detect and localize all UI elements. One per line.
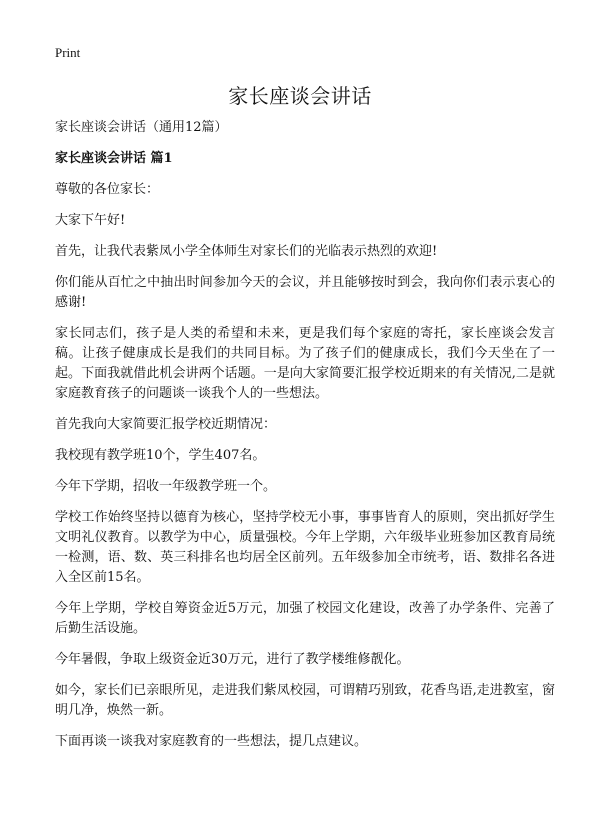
paragraph: 今年下学期，招收一年级教学班一个。	[55, 479, 277, 494]
paragraph: 尊敬的各位家长：	[55, 182, 160, 197]
page-title: 家长座谈会讲话	[228, 84, 372, 108]
document-body	[55, 118, 555, 763]
section-title: 家长座谈会讲话 篇1	[55, 151, 173, 166]
paragraph: 学校工作始终坚持以德育为核心，坚持学校无小事，事事皆育人的原则，突出抓好学生文明礼仪教育。以教学为中心，质量强校。今年上学期，六年级毕业班参加区教育局统一检测，语、数、英三科排名也均居全区前列。五年级参加全市统考，语、数排名各进入全区前15名。	[55, 510, 555, 585]
paragraph: 如今，家长们已亲眼所见，走进我们紫凤校园，可谓精巧别致，花香鸟语,走进教室，窗明几净，焕然一新。	[55, 683, 555, 718]
paragraph: 首先，让我代表紫凤小学全体师生对家长们的光临表示热烈的欢迎!	[55, 244, 438, 259]
print-link[interactable]: Print	[55, 45, 81, 60]
paragraph: 今年上学期，学校自筹资金近5万元，加强了校园文化建设，改善了办学条件、完善了后勤生活设施。	[55, 601, 555, 636]
paragraph: 今年暑假，争取上级资金近30万元，进行了教学楼维修靓化。	[55, 652, 410, 667]
paragraph: 我校现有教学班10个，学生407名。	[55, 448, 266, 463]
paragraph: 下面再谈一谈我对家庭教育的一些想法，提几点建议。	[55, 734, 368, 749]
paragraph: 大家下午好!	[55, 213, 126, 228]
intro-line: 家长座谈会讲话（通用12篇）	[55, 120, 228, 135]
paragraph: 首先我向大家简要汇报学校近期情况：	[55, 417, 277, 432]
paragraph: 家长同志们，孩子是人类的希望和未来，更是我们每个家庭的寄托，家长座谈会发言稿。让孩子健康成长是我们的共同目标。为了孩子们的健康成长，我们今天坐在了一起。下面我就借此机会讲两个话题。一是向大家简要汇报学校近期来的有关情况,二是就家庭教育孩子的问题谈一谈我个人的一些想法。	[55, 326, 555, 401]
paragraph: 你们能从百忙之中抽出时间参加今天的会议，并且能够按时到会，我向你们表示衷心的感谢!	[55, 275, 555, 310]
